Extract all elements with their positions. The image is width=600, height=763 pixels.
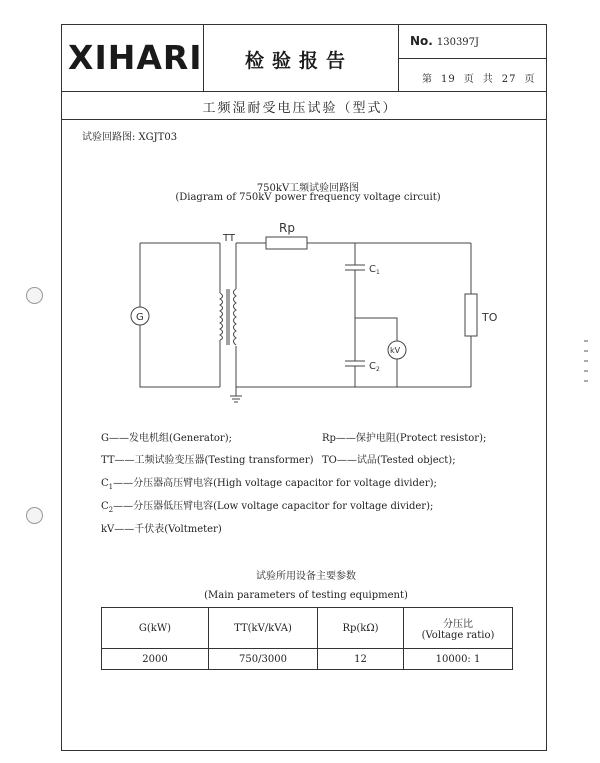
c2-label: C [369, 361, 376, 372]
legend-c2-text: ——分压器低压臂电容(Low voltage capacitor for voltage divider); [113, 501, 434, 512]
page-ye: 页 [463, 74, 475, 85]
page-gong: 共 [482, 74, 494, 85]
table-header-row [102, 608, 513, 649]
header-g: G(kW) [102, 608, 209, 649]
diagram-title-cn: 750kV工频试验回路图 [256, 183, 360, 194]
header-tt: TT(kV/kVA) [209, 608, 318, 649]
tt-label: TT [223, 233, 236, 244]
ground-symbol [230, 396, 242, 402]
capacitor-c1 [345, 265, 365, 270]
header-rp: Rp(kΩ) [318, 608, 404, 649]
table-title-en: (Main parameters of testing equipment) [204, 590, 408, 601]
legend-c1-sub: 1 [108, 483, 114, 491]
header-voltage-ratio-cn: 分压比 [443, 619, 473, 630]
legend-c2 [101, 497, 433, 514]
company-logo: XIHARI [68, 38, 203, 77]
legend-c2-sub: 2 [108, 506, 114, 514]
page-di: 第 [422, 74, 433, 85]
transformer-secondary-coil [234, 289, 237, 345]
g-label: G [136, 312, 144, 323]
equipment-parameters-table [101, 607, 513, 670]
legend-c1-prefix: C [101, 478, 109, 489]
legend-c1 [101, 474, 437, 491]
transformer-core [227, 289, 229, 345]
legend-protect-resistor: Rp——保护电阻(Protect resistor); [322, 433, 487, 444]
circuit-label: 试验回路图: XGJT03 [82, 132, 178, 143]
table-title-cn: 试验所用设备主要参数 [256, 571, 356, 582]
legend-voltmeter: kV——千伏表(Voltmeter) [101, 524, 222, 535]
diagram-title-en: (Diagram of 750kV power frequency voltage circuit) [175, 192, 441, 203]
page-total: 27 [501, 74, 517, 85]
header-voltage-ratio [404, 608, 513, 649]
report-number-label: No. [410, 34, 433, 48]
legend-testing-transformer: TT——工频试验变压器(Testing transformer) [101, 455, 314, 466]
legend-tested-object: TO——试品(Tested object); [322, 455, 456, 466]
to-label: TO [482, 311, 498, 324]
report-number-value: 130397J [436, 37, 480, 48]
kv-label: kV [390, 346, 401, 355]
protect-resistor [266, 237, 307, 249]
capacitor-c2 [345, 361, 365, 366]
page-number: 19 [441, 74, 456, 85]
report-title: 检验报告 [245, 50, 354, 72]
table-row [102, 649, 513, 670]
rp-label: Rp [279, 221, 295, 235]
c2-sub-label: 2 [376, 366, 380, 373]
tested-object-symbol [465, 294, 477, 336]
page-ye2: 页 [524, 74, 536, 85]
cell-rp: 12 [318, 649, 404, 670]
generator-wires [140, 243, 220, 387]
cell-tt: 750/3000 [209, 649, 318, 670]
legend-c2-prefix: C [101, 501, 109, 512]
c1-sub-label: 1 [376, 269, 380, 276]
legend-generator: G——发电机组(Generator); [101, 433, 232, 444]
transformer-primary-coil [220, 293, 223, 340]
legend-c1-text: ——分压器高压臂电容(High voltage capacitor for voltage divider); [113, 478, 437, 489]
cell-voltage-ratio: 10000: 1 [404, 649, 513, 670]
cell-g: 2000 [102, 649, 209, 670]
section-title: 工频湿耐受电压试验（型式） [202, 101, 398, 116]
c1-label: C [369, 264, 376, 275]
header-voltage-ratio-en: (Voltage ratio) [421, 630, 495, 641]
